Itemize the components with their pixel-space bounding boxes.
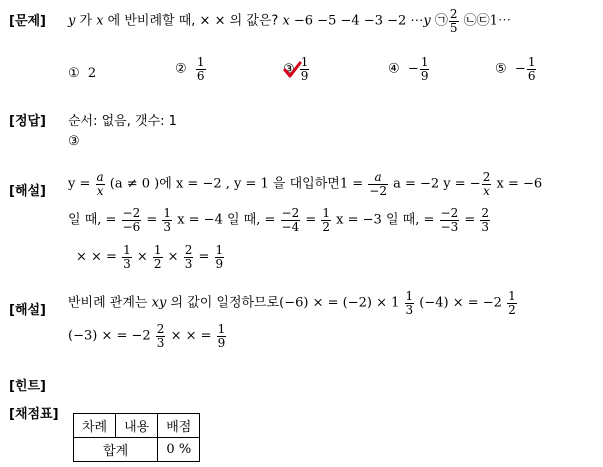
hint-label: [힌트] — [9, 379, 46, 394]
choice-1[interactable]: ① 2 — [68, 66, 97, 81]
problem-text: y 가 x 에 반비례할 때, × × 의 값은? x −6 −5 −4 −3 −2 ⋯y ㉠ $\frac{2}{5}$ ㉡㉢1⋯ — [68, 7, 511, 35]
explanation-1-line-3: × × = $\frac{1}{3}$ × $\frac{1}{2}$ × $\frac{2}{3}$ = $\frac{1}{9}$ — [76, 243, 224, 271]
explanation-label-1: [해설] — [9, 184, 46, 199]
scoring-total-row — [74, 438, 200, 462]
scoring-header-points: 배점 — [158, 414, 200, 438]
explanation-label-2: [해설] — [9, 303, 46, 318]
explanation-2-line-2: (−3) × = −2 $\frac{2}{3}$ × × = $\frac{1}{9}$ — [68, 322, 226, 350]
choice-2[interactable]: ② $\frac{1}{6}$ — [175, 55, 205, 83]
answer-order-count: 순서: 없음, 갯수: 1 — [68, 114, 177, 129]
scoring-header-row — [74, 414, 200, 438]
scoring-header-content: 내용 — [116, 414, 158, 438]
problem-fraction: $\frac{2}{5}$ — [449, 7, 458, 35]
explanation-2-line-1: 반비례 관계는 xy 의 값이 일정하므로(−6) × = (−2) × 1 $\frac{1}{3}$ (−4) × = −2 $\frac{1}{2}$ — [68, 289, 516, 317]
answer-choice: ③ — [68, 134, 80, 149]
answer-label: [정답] — [9, 114, 46, 129]
scoring-label: [채점표] — [9, 407, 59, 422]
problem-label: [문제] — [9, 14, 46, 29]
checkmark-icon — [282, 61, 302, 79]
scoring-total-label: 합계 — [74, 438, 158, 462]
choice-3[interactable]: ③ $\frac{1}{9}$ — [283, 55, 309, 83]
explanation-1-line-2: 일 때, = $\frac{-2}{-6}$ = $\frac{1}{3}$ x = −4 일 때, = $\frac{-2}{-4}$ = $\frac{1}{2}$ x = −3 일 때, = $\frac{-2}{-3}$ = $\frac{2}{3}$ — [68, 206, 490, 234]
scoring-table — [73, 413, 200, 462]
choice-5[interactable]: ⑤ − $\frac{1}{6}$ — [495, 55, 536, 83]
scoring-header-order: 차례 — [74, 414, 116, 438]
scoring-total-value: 0 % — [158, 438, 200, 462]
explanation-1-line-1: y = $\frac{a}{x}$ (a ≠ 0 )에 x = −2 , y = 1 을 대입하면1 = $\frac{a}{-2}$ a = −2 y = − $\frac{2}{x}$ x = −6 — [68, 170, 543, 198]
choice-4[interactable]: ④ − $\frac{1}{9}$ — [388, 55, 429, 83]
